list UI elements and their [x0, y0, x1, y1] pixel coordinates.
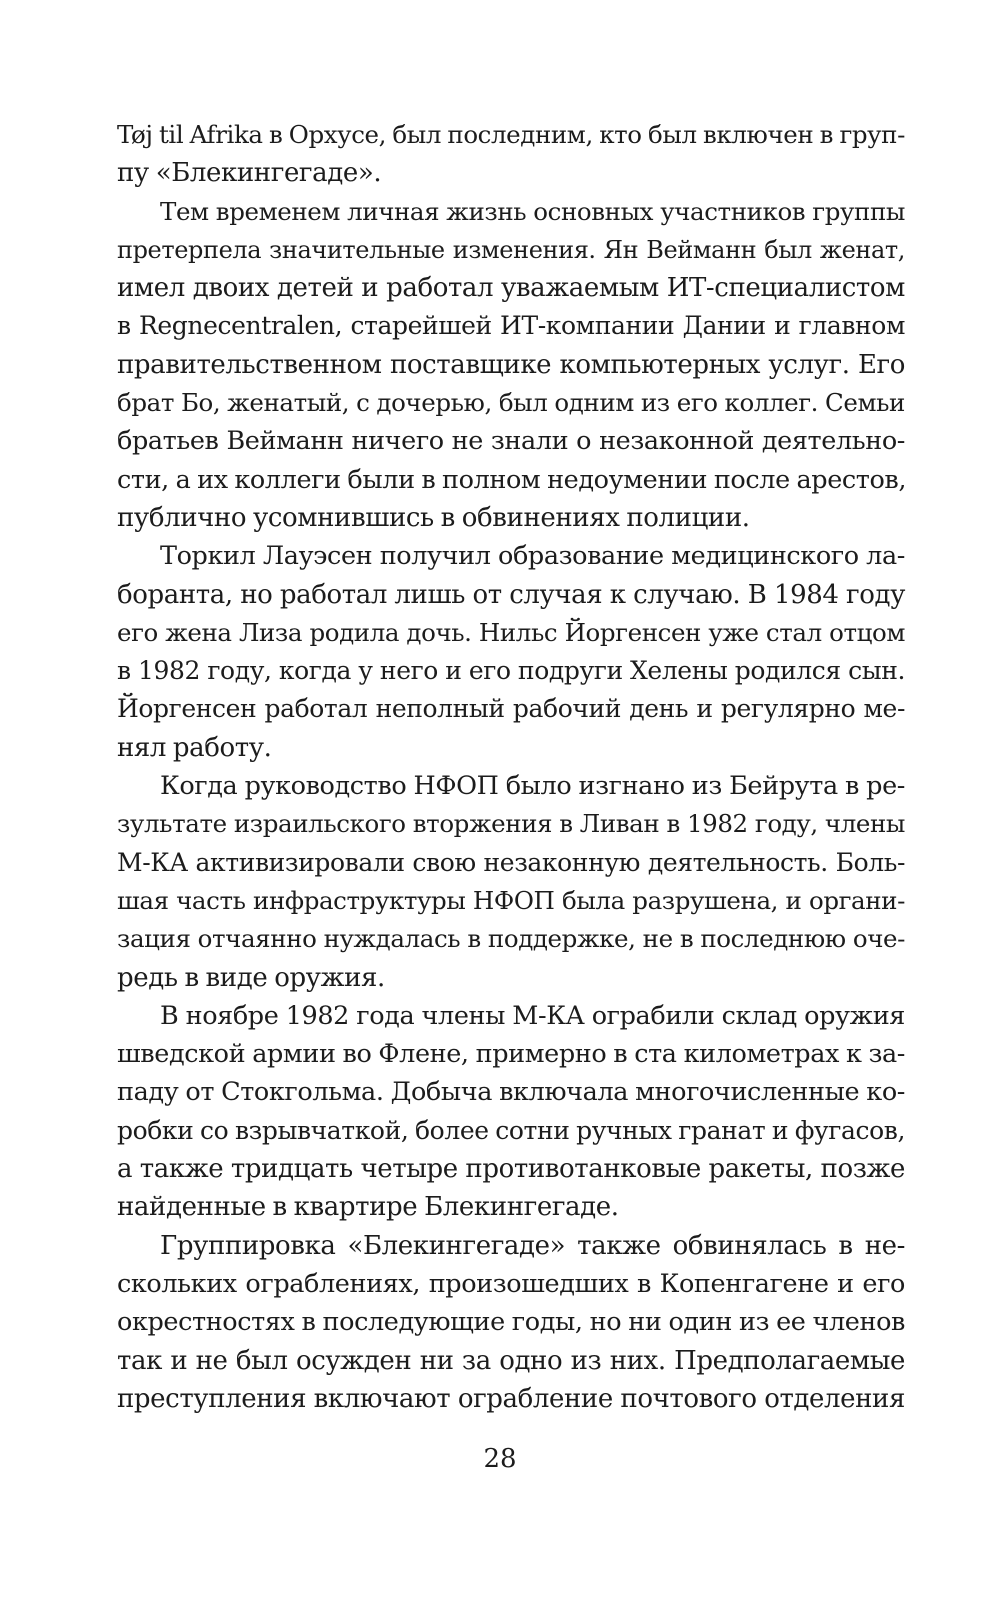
- text-line: Когда руководство НФОП было изгнано из Бейрута в ре-: [160, 771, 905, 802]
- text-line: робки со взрывчаткой, более сотни ручных гранат и фугасов,: [117, 1115, 905, 1145]
- text-line: в Regnecentralen, старейшей ИТ-компании Дании и главном: [117, 311, 905, 341]
- text-line: брат Бо, женатый, с дочерью, был одним из его коллег. Семьи: [117, 388, 905, 418]
- text-line: окрестностях в последующие годы, но ни один из ее членов: [117, 1307, 905, 1338]
- text-line: шведской армии во Флене, примерно в ста километрах к за-: [117, 1039, 905, 1070]
- text-line: нял работу.: [117, 732, 272, 763]
- text-line: пу «Блекингегаде».: [117, 158, 382, 189]
- text-line: публично усомнившись в обвинениях полиции.: [117, 502, 750, 533]
- text-line: сти, а их коллеги были в полном недоумении после арестов,: [117, 464, 907, 495]
- text-line: Тем временем личная жизнь основных участников группы: [160, 196, 905, 226]
- text-line: зация отчаянно нуждалась в поддержке, не в последнюю оче-: [117, 924, 905, 954]
- text-line: преступления включают ограбление почтового отделения: [117, 1383, 905, 1414]
- text-line: претерпела значительные изменения. Ян Вейманн был женат,: [117, 235, 905, 264]
- text-line: братьев Вейманн ничего не знали о незаконной деятельно-: [117, 426, 905, 457]
- text-line: паду от Стокгольма. Добыча включала многочисленные ко-: [117, 1077, 905, 1108]
- text-line: имел двоих детей и работал уважаемым ИТ-специалистом: [117, 273, 905, 304]
- text-line: Йоргенсен работал неполный рабочий день и регулярно ме-: [117, 694, 905, 724]
- text-line: в 1982 году, когда у него и его подруги Хелены родился сын.: [117, 656, 905, 686]
- text-line: Торкил Лауэсен получил образование медицинского ла-: [160, 541, 905, 572]
- text-line: Tøj til Afrika в Орхусе, был последним, кто был включен в груп-: [117, 120, 905, 149]
- text-line: М-КА активизировали свою незаконную деятельность. Боль-: [117, 847, 905, 877]
- text-line: скольких ограблениях, произошедших в Копенгагене и его: [117, 1268, 905, 1299]
- text-line: зультате израильского вторжения в Ливан в 1982 году, члены: [117, 809, 905, 839]
- page-body: [117, 116, 905, 1418]
- text-line: боранта, но работал лишь от случая к случаю. В 1984 году: [117, 579, 905, 610]
- text-line: Группировка «Блекингегаде» также обвинялась в не-: [160, 1230, 905, 1261]
- page-number: 28: [483, 1444, 517, 1474]
- text-line: его жена Лиза родила дочь. Нильс Йоргенсен уже стал отцом: [117, 617, 905, 647]
- text-line: шая часть инфраструктуры НФОП была разрушена, и органи-: [117, 885, 905, 915]
- text-line: найденные в квартире Блекингегаде.: [117, 1192, 619, 1223]
- text-line: правительственном поставщике компьютерных услуг. Его: [117, 349, 905, 380]
- text-line: редь в виде оружия.: [117, 962, 385, 993]
- text-line: так и не был осужден ни за одно из них. Предполагаемые: [117, 1345, 905, 1376]
- text-line: В ноябре 1982 года члены М-КА ограбили склад оружия: [160, 1000, 905, 1031]
- text-line: а также тридцать четыре противотанковые ракеты, позже: [117, 1154, 905, 1185]
